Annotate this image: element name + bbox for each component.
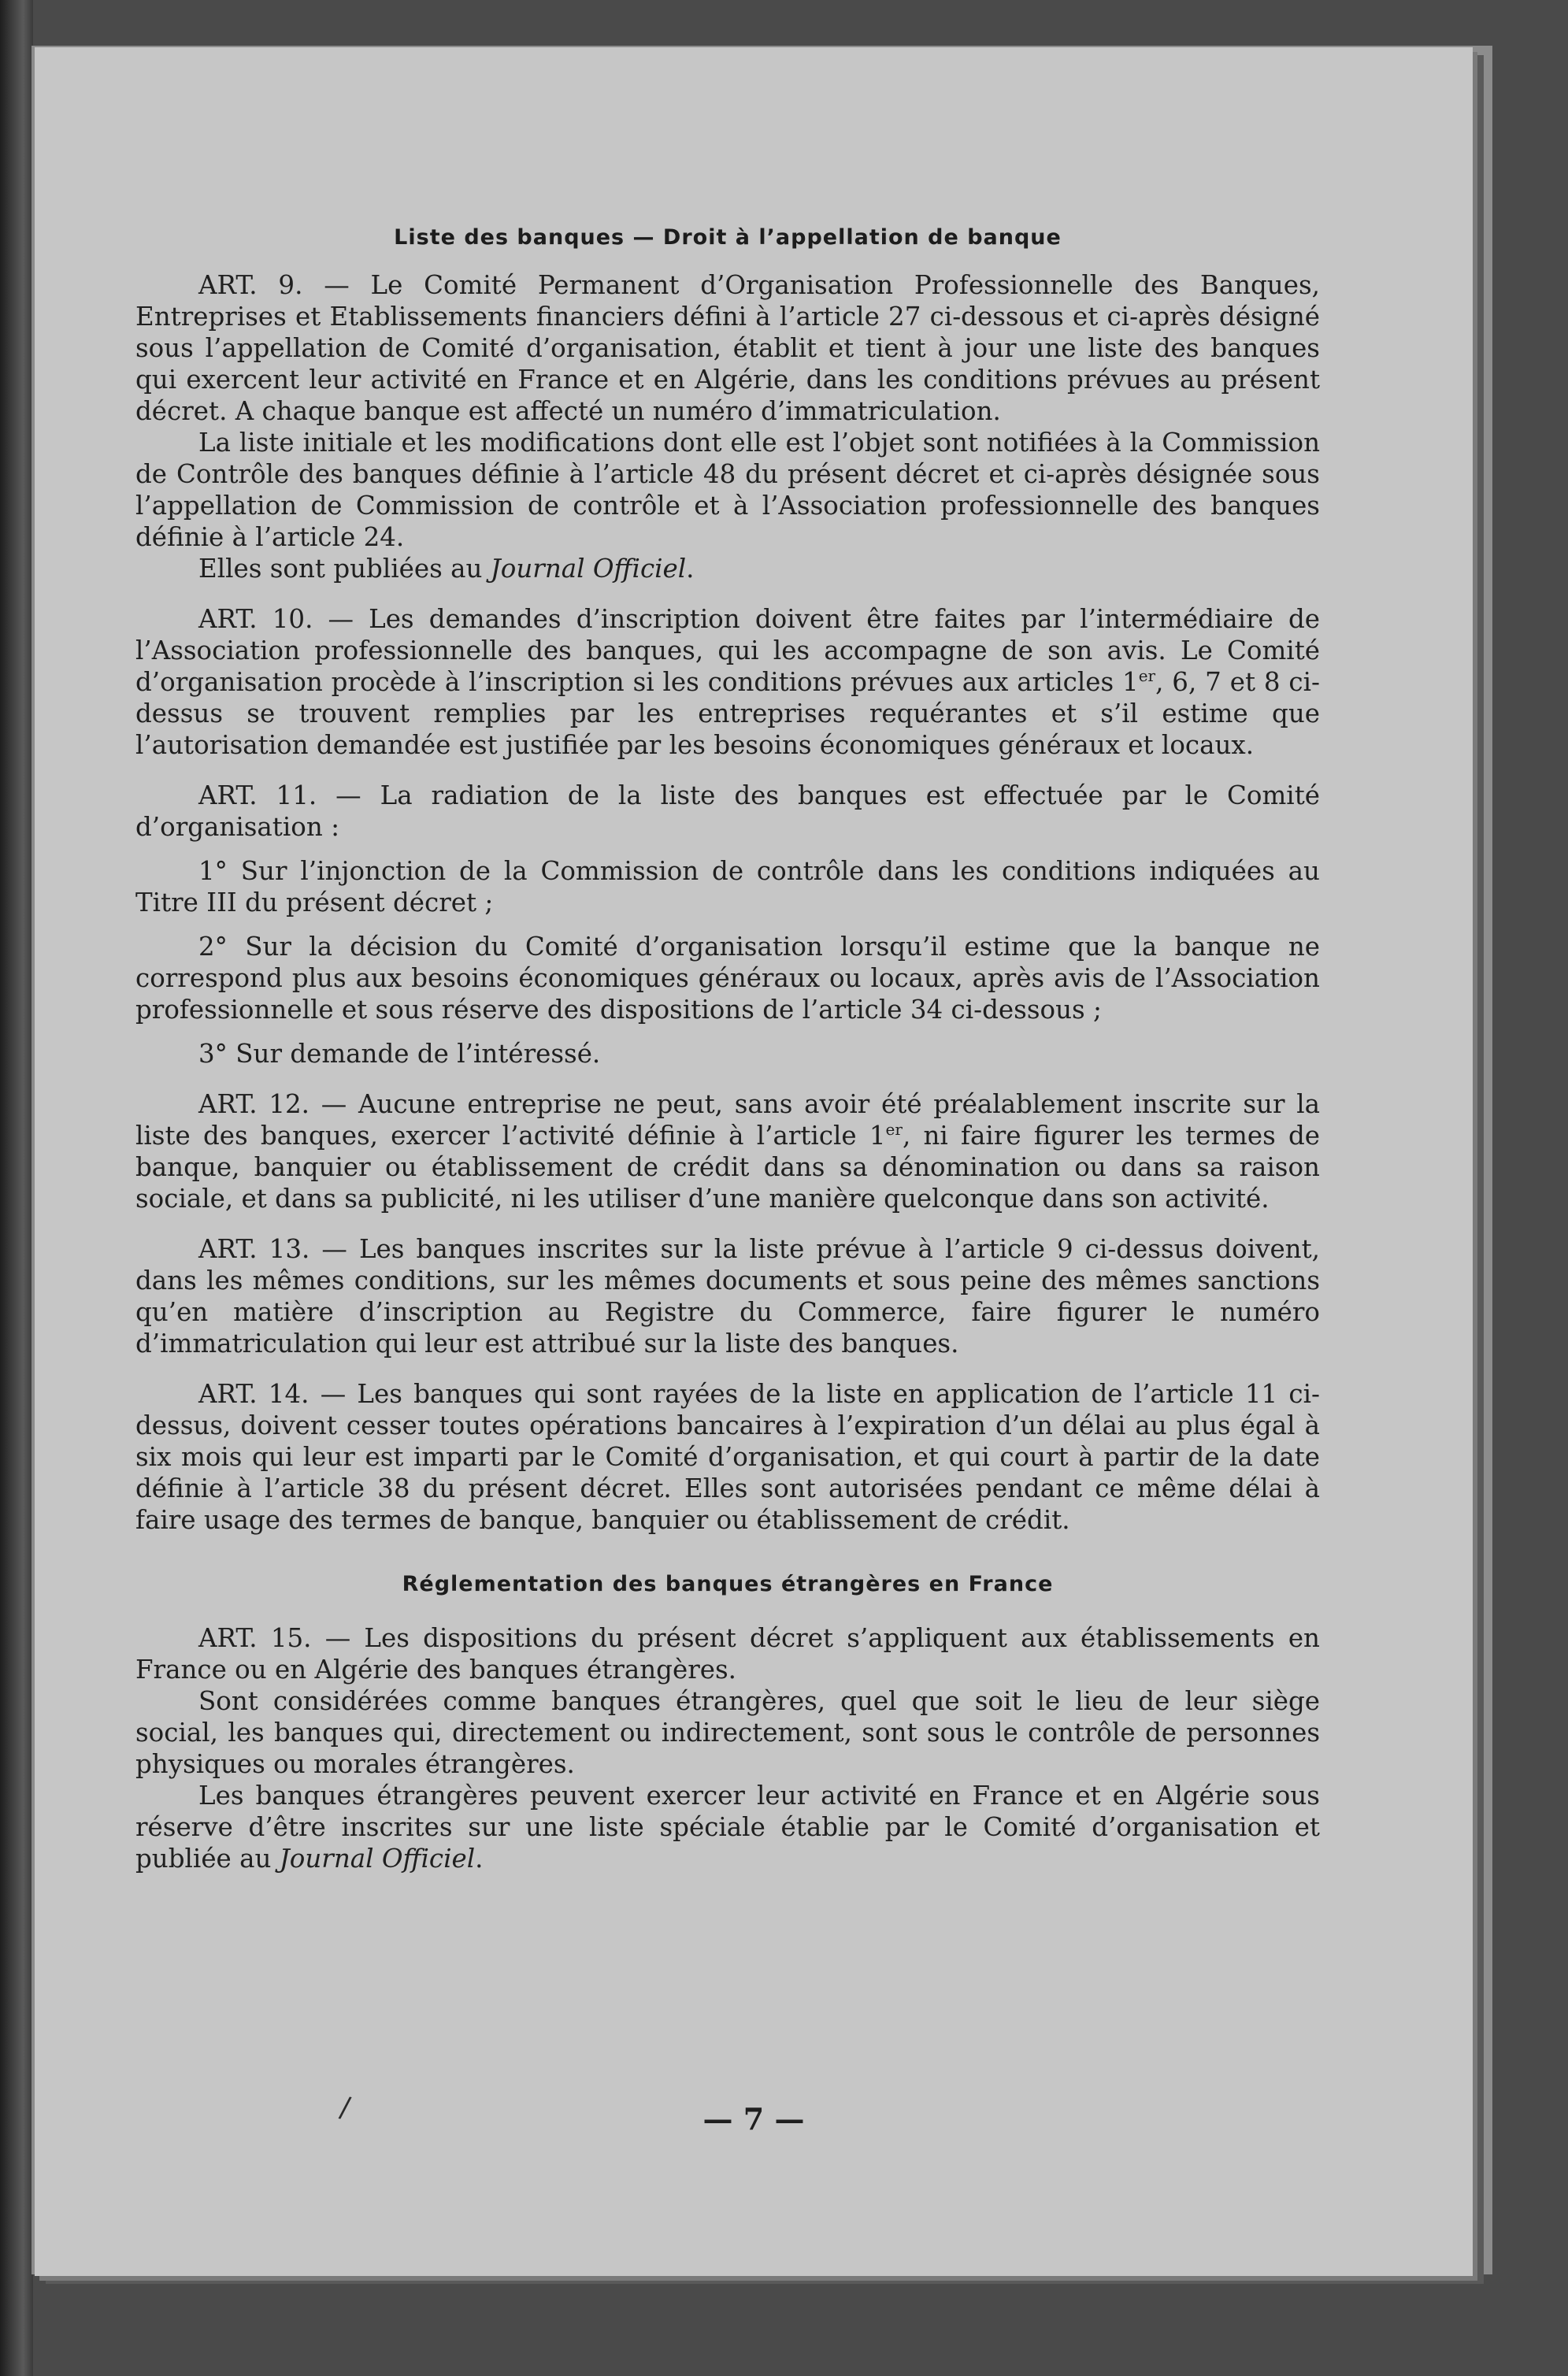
art12-superscript: er: [885, 1120, 903, 1140]
art13-paragraph: ART. 13. — Les banques inscrites sur la liste prévue à l’article 9 ci-dessus doivent, dans les mêmes conditions, sur les mêmes documents et sous peine des mêmes sanctions qu’en matière d’inscription au Registre du Commerce, faire figurer le numéro d’immatriculation qui leur est attribué sur la liste des banques.: [135, 1234, 1320, 1359]
art12-text-a: ART. 12. — Aucune entreprise ne peut, sans avoir été préalablement inscrite sur la liste des banques, exercer l’activité définie à l’article 1: [135, 1089, 1320, 1151]
art11-paragraph: ART. 11. — La radiation de la liste des banques est effectuée par le Comité d’organisation :: [135, 780, 1320, 842]
art9-p3-end: .: [686, 554, 695, 584]
art12-text-b: , ni faire figurer les termes de banque, banquier ou établissement de crédit dans sa dénomination ou dans sa raison sociale, et dans sa publicité, ni les utiliser d’une manière quelconque dans son activité.: [135, 1121, 1320, 1214]
section-heading-bank-list: Liste des banques — Droit à l’appellation de banque: [394, 225, 1062, 250]
page-number: — 7 —: [702, 2101, 805, 2137]
art9-journal-title: Journal Officiel: [490, 554, 687, 584]
stray-pen-mark: /: [337, 2091, 353, 2125]
art14-paragraph: ART. 14. — Les banques qui sont rayées de la liste en application de l’article 11 ci-dessus, doivent cesser toutes opérations bancaires à l’expiration d’un délai au plus égal à six mois qui leur est imparti par le Comité d’organisation, et qui court à partir de la date définie à l’article 38 du présent décret. Elles sont autorisées pendant ce même délai à faire usage des termes de banque, banquier ou établissement de crédit.: [135, 1379, 1320, 1535]
art10-text-a: ART. 10. — Les demandes d’inscription doivent être faites par l’intermédiaire de l’Association professionnelle des banques, qui les accompagne de son avis. Le Comité d’organisation procède à l’inscription si les conditions prévues aux articles 1: [135, 604, 1320, 697]
art11-item-1: 1° Sur l’injonction de la Commission de contrôle dans les conditions indiquées au Titre III du présent décret ;: [135, 856, 1320, 917]
art10-superscript: er: [1138, 666, 1156, 686]
art9-paragraph-1: ART. 9. — Le Comité Permanent d’Organisation Professionnelle des Banques, Entreprises et Etablissements financiers défini à l’article 27 ci-dessous et ci-après désigné sous l’appellation de Comité d’organisation, établit et tient à jour une liste des banques qui exercent leur activité en France et en Algérie, dans les conditions prévues au présent décret. A chaque banque est affecté un numéro d’immatriculation.: [135, 270, 1320, 426]
art9-paragraph-3: [135, 553, 1320, 584]
art11-item-3: 3° Sur demande de l’intéressé.: [198, 1039, 601, 1069]
art15-paragraph-1: ART. 15. — Les dispositions du présent décret s’appliquent aux établissements en France ou en Algérie des banques étrangères.: [135, 1623, 1320, 1685]
art9-paragraph-2: La liste initiale et les modifications dont elle est l’objet sont notifiées à la Commission de Contrôle des banques définie à l’article 48 du présent décret et ci-après désignée sous l’appellation de Commission de contrôle et à l’Association professionnelle des banques définie à l’article 24.: [135, 428, 1320, 552]
art12-paragraph: [135, 1088, 1320, 1214]
page-body: [135, 222, 1320, 1874]
art9-p3-text: Elles sont publiées au: [198, 554, 491, 584]
art15-paragraph-3: [135, 1780, 1320, 1874]
section-heading-foreign-banks: Réglementation des banques étrangères en France: [402, 1572, 1054, 1596]
art15-paragraph-2: Sont considérées comme banques étrangères, quel que soit le lieu de leur siège social, les banques qui, directement ou indirectement, sont sous le contrôle de personnes physiques ou morales étrangères.: [135, 1686, 1320, 1779]
art15-journal-title: Journal Officiel: [279, 1844, 476, 1874]
book-spine: [0, 0, 33, 2376]
art10-paragraph: [135, 603, 1320, 761]
document-page: [35, 47, 1473, 2276]
art15-p3-end: .: [475, 1844, 484, 1874]
art10-text-b: , 6, 7 et 8 ci-dessus se trouvent remplies par les entreprises requérantes et s’il estime que l’autorisation demandée est justifiée par les besoins économiques généraux et locaux.: [135, 667, 1320, 760]
art11-item-2: 2° Sur la décision du Comité d’organisation lorsqu’il estime que la banque ne correspond plus aux besoins économiques généraux ou locaux, après avis de l’Association professionnelle et sous réserve des dispositions de l’article 34 ci-dessous ;: [135, 932, 1320, 1025]
art15-p3-text: Les banques étrangères peuvent exercer leur activité en France et en Algérie sous réserve d’être inscrites sur une liste spéciale établie par le Comité d’organisation et publiée au: [135, 1781, 1320, 1874]
